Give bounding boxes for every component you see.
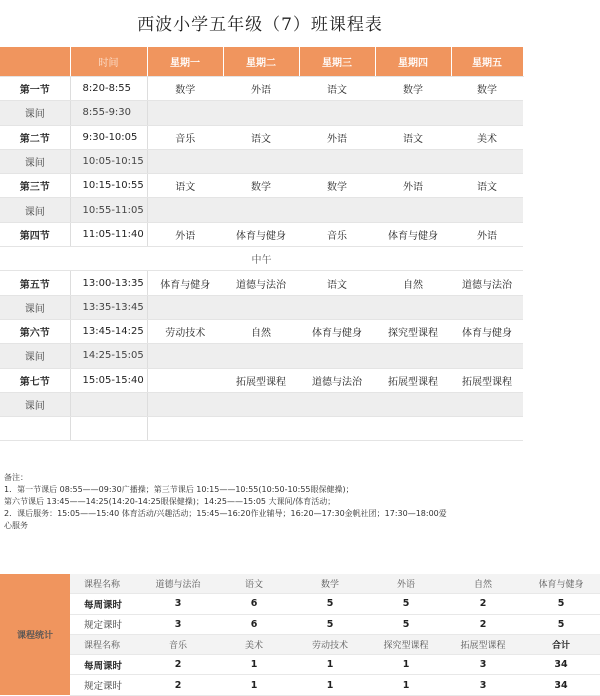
subject-cell [147,368,223,392]
subject-cell: 外语 [299,125,375,149]
stats-cell: 1 [368,675,444,695]
subject-cell [451,344,523,368]
period-label: 课间 [0,295,70,319]
subject-cell: 数学 [147,77,223,101]
notes-line: 心服务 [4,521,28,530]
stats-cell: 合计 [522,634,600,654]
stats-cell: 探究型课程 [368,634,444,654]
subject-cell [223,344,299,368]
stats-cell: 课程名称 [70,634,140,654]
period-label [0,417,70,441]
subject-cell [375,101,451,125]
stats-cell: 1 [368,655,444,675]
subject-cell [375,295,451,319]
subject-cell: 数学 [299,174,375,198]
notes-line: 2．课后服务：15:05——15:40 体育活动/兴趣活动；15:45—16:20作业辅导；16:20—17:30金帆社团；17:30—18:00爱 [4,509,447,518]
time-range: 9:30-10:05 [70,125,147,149]
stats-cell: 34 [522,675,600,695]
subject-cell: 探究型课程 [375,319,451,343]
subject-cell: 劳动技术 [147,319,223,343]
header-tuesday: 星期二 [223,47,299,77]
stats-cell: 6 [216,594,292,614]
stats-cell: 1 [216,655,292,675]
period-label: 第七节 [0,368,70,392]
time-range: 8:20-8:55 [70,77,147,101]
stats-cell: 5 [292,594,368,614]
subject-cell [375,417,451,441]
subject-cell: 数学 [451,77,523,101]
stats-cell: 2 [140,655,216,675]
stats-cell: 2 [140,675,216,695]
table-row [0,125,523,149]
subject-cell: 道德与法治 [299,368,375,392]
stats-cell: 5 [292,614,368,634]
header-blank [0,47,70,77]
period-label: 第一节 [0,77,70,101]
stats-cell: 拓展型课程 [444,634,522,654]
stats-cell: 美术 [216,634,292,654]
subject-cell: 音乐 [299,222,375,246]
stats-cell: 3 [444,675,522,695]
stats-cell: 3 [140,594,216,614]
time-range: 11:05-11:40 [70,222,147,246]
subject-cell [451,295,523,319]
subject-cell: 体育与健身 [223,222,299,246]
time-range [70,392,147,416]
subject-cell: 语文 [375,125,451,149]
subject-cell: 体育与健身 [451,319,523,343]
time-range: 13:35-13:45 [70,295,147,319]
stats-cell: 3 [444,655,522,675]
subject-cell [451,149,523,173]
header-time: 时间 [70,47,147,77]
subject-cell: 外语 [223,77,299,101]
table-row [0,222,523,246]
stats-cell: 体育与健身 [522,574,600,594]
subject-cell: 体育与健身 [299,319,375,343]
stats-cell: 课程名称 [70,574,140,594]
table-row [0,295,523,319]
stats-cell: 语文 [216,574,292,594]
stats-cell: 2 [444,594,522,614]
subject-cell [299,295,375,319]
stats-cell: 规定课时 [70,675,140,695]
table-row [0,319,523,343]
header-monday: 星期一 [147,47,223,77]
course-stats [0,574,600,696]
subject-cell: 拓展型课程 [375,368,451,392]
stats-cell: 数学 [292,574,368,594]
subject-cell [223,149,299,173]
notes-line: 第六节课后 13:45——14:25(14:20-14:25眼保健操)；14:25——15:05 大课间/体育活动； [4,497,336,506]
subject-cell [147,149,223,173]
table-row [0,368,523,392]
period-label: 课间 [0,101,70,125]
stats-cell: 1 [216,675,292,695]
subject-cell: 语文 [299,271,375,295]
subject-cell [375,198,451,222]
time-range: 10:05-10:15 [70,149,147,173]
stats-cell: 规定课时 [70,614,140,634]
stats-header-row [0,574,600,594]
subject-cell: 数学 [223,174,299,198]
period-label: 第三节 [0,174,70,198]
period-label: 第二节 [0,125,70,149]
notes-line: 备注： [4,473,28,482]
time-range: 15:05-15:40 [70,368,147,392]
stats-required-row [0,675,600,695]
period-label: 第六节 [0,319,70,343]
subject-cell [299,198,375,222]
subject-cell [147,392,223,416]
table-row [0,198,523,222]
stats-side-label: 课程统计 [0,574,70,695]
table-row [0,174,523,198]
subject-cell: 自然 [223,319,299,343]
subject-cell [299,417,375,441]
stats-cell: 道德与法治 [140,574,216,594]
stats-cell: 2 [444,614,522,634]
noon-label: 中午 [0,247,523,271]
header-friday: 星期五 [451,47,523,77]
time-range: 13:45-14:25 [70,319,147,343]
notes [4,472,524,532]
subject-cell [375,344,451,368]
stats-required-row [0,614,600,634]
stats-cell: 5 [522,594,600,614]
subject-cell [147,295,223,319]
table-row [0,392,523,416]
timetable-header [0,47,523,77]
time-range: 10:55-11:05 [70,198,147,222]
period-label: 课间 [0,149,70,173]
stats-cell: 1 [292,655,368,675]
subject-cell: 体育与健身 [375,222,451,246]
subject-cell: 自然 [375,271,451,295]
subject-cell [299,344,375,368]
subject-cell [375,149,451,173]
subject-cell [223,417,299,441]
stats-cell: 每周课时 [70,655,140,675]
time-range: 13:00-13:35 [70,271,147,295]
time-range: 8:55-9:30 [70,101,147,125]
subject-cell: 道德与法治 [223,271,299,295]
table-row [0,417,523,441]
subject-cell [299,392,375,416]
header-wednesday: 星期三 [299,47,375,77]
stats-cell: 劳动技术 [292,634,368,654]
subject-cell: 音乐 [147,125,223,149]
subject-cell [147,101,223,125]
subject-cell [451,417,523,441]
stats-cell: 自然 [444,574,522,594]
stats-cell: 3 [140,614,216,634]
subject-cell: 道德与法治 [451,271,523,295]
stats-cell: 5 [368,614,444,634]
stats-weekly-row [0,594,600,614]
subject-cell: 拓展型课程 [451,368,523,392]
header-thursday: 星期四 [375,47,451,77]
table-row [0,344,523,368]
subject-cell: 语文 [223,125,299,149]
table-row [0,271,523,295]
stats-header-row [0,634,600,654]
period-label: 课间 [0,392,70,416]
subject-cell [147,198,223,222]
subject-cell: 数学 [375,77,451,101]
page-title: 西波小学五年级（7）班课程表 [137,15,383,35]
subject-cell: 美术 [451,125,523,149]
period-label: 课间 [0,344,70,368]
time-range: 14:25-15:05 [70,344,147,368]
stats-cell: 34 [522,655,600,675]
subject-cell [299,149,375,173]
stats-cell: 6 [216,614,292,634]
table-row [0,149,523,173]
subject-cell [223,392,299,416]
subject-cell: 外语 [147,222,223,246]
stats-cell: 每周课时 [70,594,140,614]
stats-cell: 1 [292,675,368,695]
subject-cell: 外语 [451,222,523,246]
time-range [70,417,147,441]
subject-cell: 拓展型课程 [223,368,299,392]
subject-cell [299,101,375,125]
stats-cell: 5 [368,594,444,614]
subject-cell [147,417,223,441]
subject-cell [451,101,523,125]
subject-cell [375,392,451,416]
time-range: 10:15-10:55 [70,174,147,198]
stats-weekly-row [0,655,600,675]
subject-cell: 体育与健身 [147,271,223,295]
stats-cell: 音乐 [140,634,216,654]
table-row [0,77,523,101]
subject-cell [223,295,299,319]
timetable [0,47,524,441]
stats-cell: 外语 [368,574,444,594]
subject-cell [223,198,299,222]
noon-row [0,247,523,271]
notes-line: 1．第一节课后 08:55——09:30广播操；第三节课后 10:15——10:55(10:50-10:55眼保健操)； [4,485,354,494]
table-row [0,101,523,125]
subject-cell: 外语 [375,174,451,198]
subject-cell [451,198,523,222]
subject-cell [223,101,299,125]
subject-cell: 语文 [299,77,375,101]
stats-cell: 5 [522,614,600,634]
subject-cell: 语文 [451,174,523,198]
period-label: 课间 [0,198,70,222]
period-label: 第四节 [0,222,70,246]
period-label: 第五节 [0,271,70,295]
subject-cell: 语文 [147,174,223,198]
subject-cell [451,392,523,416]
subject-cell [147,344,223,368]
